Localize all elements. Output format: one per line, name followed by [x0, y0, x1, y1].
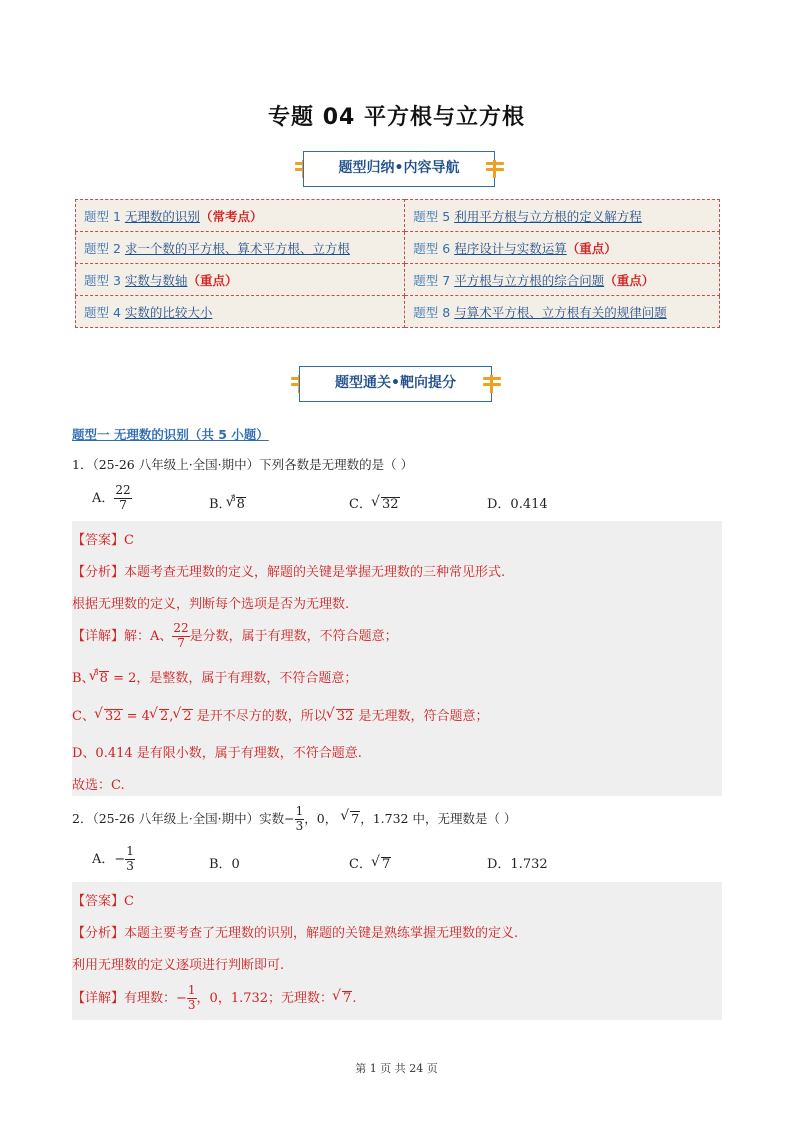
q1-answer: 【答案】C — [72, 533, 134, 548]
q2-option-a: A．− $\frac{1}{3}$ — [92, 844, 134, 873]
section-deco-right-icon — [483, 377, 501, 391]
q1-detail-d: D、0.414 是有限小数，属于有理数，不符合题意. — [72, 746, 362, 761]
q2-option-c: C．√ 7 — [349, 853, 391, 872]
nav-cell[interactable]: 题型 6 程序设计与实数运算（重点） — [405, 232, 720, 264]
nav-link[interactable]: 利用平方根与立方根的定义解方程 — [454, 208, 642, 224]
nav-cell[interactable]: 题型 1 无理数的识别（常考点） — [76, 200, 405, 232]
q2-analysis: 【分析】本题主要考查了无理数的识别，解题的关键是熟练掌握无理数的定义. — [72, 926, 519, 941]
q1-option-c: C．√ 32 — [349, 493, 400, 512]
q1-detail-a: 【详解】解：A、 $\frac{22}{7}$ 是分数，属于有理数，不符合题意； — [72, 621, 398, 650]
q1-detail-b: B、$^3$√ 8 = 2，是整数，属于有理数，不符合题意； — [72, 667, 357, 686]
question-2-stem: 2．（25-26 八年级上·全国·期中）实数− $\frac{1}{3}$ ，0， √ 7，1.732 中，无理数是（ ） — [72, 805, 516, 834]
section-header-navigation: 题型归纳•内容导航 — [303, 151, 495, 187]
nav-cell[interactable]: 题型 4 实数的比较大小 — [76, 296, 405, 328]
nav-cell[interactable]: 题型 5 利用平方根与立方根的定义解方程 — [405, 200, 720, 232]
section-deco-right-icon — [486, 162, 504, 176]
q1-analysis: 【分析】本题考查无理数的定义，解题的关键是掌握无理数的三种常见形式. — [72, 565, 506, 580]
q1-option-b: B．$^3$√ 8 — [209, 493, 246, 512]
q2-answer: 【答案】C — [72, 894, 134, 909]
nav-link[interactable]: 实数与数轴 — [124, 272, 188, 288]
q1-choice: 故选：C. — [72, 778, 125, 793]
group-title: 题型一 无理数的识别（共 5 小题） — [72, 427, 269, 442]
q1-option-a: A． $\frac{22}{7}$ — [92, 483, 131, 512]
q2-analysis-2: 利用无理数的定义逐项进行判断即可. — [72, 958, 285, 973]
nav-cell[interactable]: 题型 3 实数与数轴（重点） — [76, 264, 405, 296]
q1-detail-c: C、√ 32 = 4√ 2,√ 2 是开不尽方的数，所以√ 32 是无理数，符合题意； — [72, 705, 489, 724]
nav-link[interactable]: 平方根与立方根的综合问题 — [454, 272, 605, 288]
nav-cell[interactable]: 题型 8 与算术平方根、立方根有关的规律问题 — [405, 296, 720, 328]
section-header-practice: 题型通关•靶向提分 — [299, 366, 492, 402]
nav-cell[interactable]: 题型 2 求一个数的平方根、算术平方根、立方根 — [76, 232, 405, 264]
q2-option-d: D．1.732 — [487, 857, 548, 872]
q1-analysis-2: 根据无理数的定义，判断每个选项是否为无理数. — [72, 597, 350, 612]
q2-option-b: B．0 — [209, 857, 240, 872]
q1-option-d: D．0.414 — [487, 497, 548, 512]
nav-link[interactable]: 求一个数的平方根、算术平方根、立方根 — [124, 240, 350, 256]
page-title: 专题 04 平方根与立方根 — [268, 105, 525, 130]
page-footer: 第 1 页 共 24 页 — [355, 1062, 438, 1075]
nav-link[interactable]: 程序设计与实数运算 — [454, 240, 567, 256]
nav-cell[interactable]: 题型 7 平方根与立方根的综合问题（重点） — [405, 264, 720, 296]
q2-detail: 【详解】有理数：− $\frac{1}{3}$ ，0，1.732；无理数：√ 7. — [72, 984, 356, 1013]
question-1-stem: 1．（25-26 八年级上·全国·期中）下列各数是无理数的是（ ） — [72, 457, 414, 472]
topic-navigation-table — [75, 199, 720, 328]
nav-link[interactable]: 无理数的识别 — [124, 208, 200, 224]
nav-link[interactable]: 实数的比较大小 — [124, 304, 213, 320]
nav-link[interactable]: 与算术平方根、立方根有关的规律问题 — [454, 304, 667, 320]
